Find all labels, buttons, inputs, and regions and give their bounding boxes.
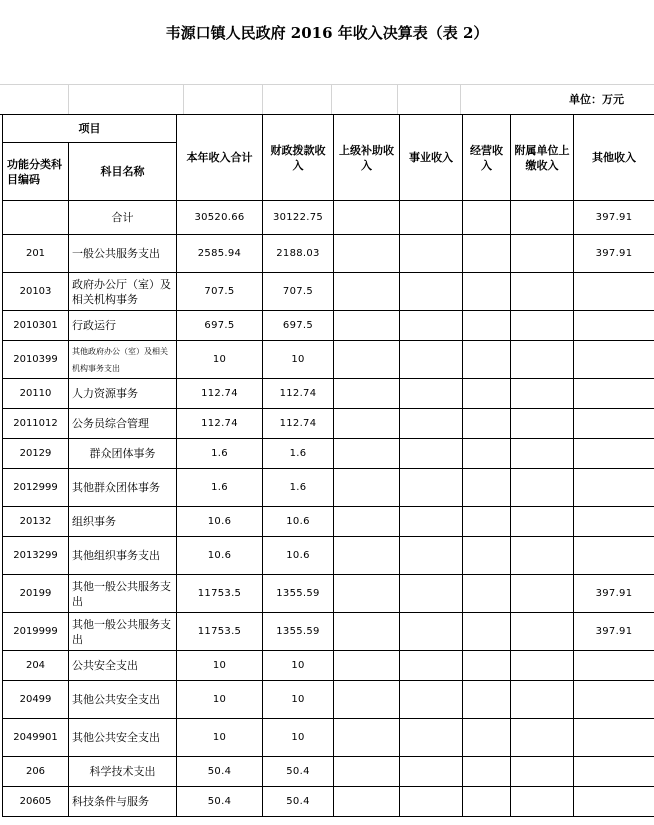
cell-total: 10 bbox=[177, 681, 263, 719]
cell-other bbox=[574, 651, 654, 681]
gridline bbox=[68, 84, 69, 114]
cell-affiliated bbox=[511, 379, 574, 409]
cell-business bbox=[400, 787, 463, 817]
cell-code: 20129 bbox=[3, 439, 69, 469]
cell-code bbox=[3, 201, 69, 235]
table-row bbox=[3, 379, 654, 409]
cell-operating bbox=[463, 201, 511, 235]
cell-total: 10 bbox=[177, 341, 263, 379]
cell-name: 其他公共安全支出 bbox=[69, 719, 177, 757]
cell-superior bbox=[334, 273, 400, 311]
cell-other bbox=[574, 311, 654, 341]
cell-superior bbox=[334, 379, 400, 409]
cell-business bbox=[400, 201, 463, 235]
cell-business bbox=[400, 757, 463, 787]
table-row bbox=[3, 235, 654, 273]
cell-other bbox=[574, 507, 654, 537]
cell-fiscal: 112.74 bbox=[263, 409, 334, 439]
cell-code: 2010399 bbox=[3, 341, 69, 379]
cell-fiscal: 10 bbox=[263, 341, 334, 379]
cell-name: 其他群众团体事务 bbox=[69, 469, 177, 507]
cell-operating bbox=[463, 787, 511, 817]
cell-superior bbox=[334, 575, 400, 613]
table-row bbox=[3, 575, 654, 613]
table-row bbox=[3, 613, 654, 651]
cell-other bbox=[574, 409, 654, 439]
table-row bbox=[3, 273, 654, 311]
cell-affiliated bbox=[511, 651, 574, 681]
cell-other: 397.91 bbox=[574, 201, 654, 235]
cell-other bbox=[574, 439, 654, 469]
cell-other bbox=[574, 537, 654, 575]
table-row bbox=[3, 439, 654, 469]
cell-fiscal: 30122.75 bbox=[263, 201, 334, 235]
cell-other bbox=[574, 681, 654, 719]
cell-other bbox=[574, 757, 654, 787]
header-col-other: 其他收入 bbox=[574, 115, 654, 201]
cell-name: 群众团体事务 bbox=[69, 439, 177, 469]
cell-superior bbox=[334, 613, 400, 651]
cell-name: 其他一般公共服务支出 bbox=[69, 613, 177, 651]
cell-code: 204 bbox=[3, 651, 69, 681]
table-row bbox=[3, 409, 654, 439]
cell-superior bbox=[334, 409, 400, 439]
table-row bbox=[3, 757, 654, 787]
cell-total: 10.6 bbox=[177, 537, 263, 575]
cell-affiliated bbox=[511, 235, 574, 273]
cell-total: 30520.66 bbox=[177, 201, 263, 235]
table-row bbox=[3, 537, 654, 575]
gridline bbox=[460, 84, 461, 114]
table-row bbox=[3, 469, 654, 507]
cell-superior bbox=[334, 439, 400, 469]
cell-name: 公务员综合管理 bbox=[69, 409, 177, 439]
header-col-fiscal: 财政拨款收入 bbox=[263, 115, 334, 201]
cell-other bbox=[574, 719, 654, 757]
cell-total: 697.5 bbox=[177, 311, 263, 341]
cell-affiliated bbox=[511, 613, 574, 651]
gridline bbox=[397, 84, 398, 114]
cell-total: 1.6 bbox=[177, 469, 263, 507]
cell-code: 201 bbox=[3, 235, 69, 273]
cell-code: 2019999 bbox=[3, 613, 69, 651]
cell-total: 10.6 bbox=[177, 507, 263, 537]
gridline bbox=[0, 84, 654, 85]
cell-superior bbox=[334, 651, 400, 681]
cell-fiscal: 10.6 bbox=[263, 507, 334, 537]
cell-code: 2013299 bbox=[3, 537, 69, 575]
table-row bbox=[3, 201, 654, 235]
cell-total: 11753.5 bbox=[177, 575, 263, 613]
cell-business bbox=[400, 469, 463, 507]
table-row bbox=[3, 311, 654, 341]
cell-fiscal: 112.74 bbox=[263, 379, 334, 409]
cell-total: 50.4 bbox=[177, 787, 263, 817]
cell-affiliated bbox=[511, 273, 574, 311]
table-row bbox=[3, 719, 654, 757]
cell-affiliated bbox=[511, 409, 574, 439]
cell-total: 707.5 bbox=[177, 273, 263, 311]
cell-operating bbox=[463, 273, 511, 311]
cell-code: 2049901 bbox=[3, 719, 69, 757]
cell-code: 20499 bbox=[3, 681, 69, 719]
cell-fiscal: 697.5 bbox=[263, 311, 334, 341]
cell-code: 2011012 bbox=[3, 409, 69, 439]
page-title: 韦源口镇人民政府 2016 年收入决算表（表 2） bbox=[165, 24, 489, 42]
table-row bbox=[3, 341, 654, 379]
cell-business bbox=[400, 409, 463, 439]
cell-fiscal: 10 bbox=[263, 681, 334, 719]
cell-operating bbox=[463, 379, 511, 409]
cell-superior bbox=[334, 757, 400, 787]
header-name: 科目名称 bbox=[69, 143, 177, 201]
cell-business bbox=[400, 235, 463, 273]
cell-name: 一般公共服务支出 bbox=[69, 235, 177, 273]
cell-affiliated bbox=[511, 681, 574, 719]
header-col-superior: 上级补助收入 bbox=[334, 115, 400, 201]
cell-name: 其他一般公共服务支出 bbox=[69, 575, 177, 613]
cell-operating bbox=[463, 537, 511, 575]
header-project: 项目 bbox=[3, 115, 177, 143]
cell-name: 人力资源事务 bbox=[69, 379, 177, 409]
header-col-total: 本年收入合计 bbox=[177, 115, 263, 201]
cell-affiliated bbox=[511, 757, 574, 787]
cell-other bbox=[574, 787, 654, 817]
cell-superior bbox=[334, 469, 400, 507]
cell-code: 20199 bbox=[3, 575, 69, 613]
cell-fiscal: 1.6 bbox=[263, 439, 334, 469]
cell-operating bbox=[463, 341, 511, 379]
cell-total: 11753.5 bbox=[177, 613, 263, 651]
cell-name: 其他公共安全支出 bbox=[69, 681, 177, 719]
cell-operating bbox=[463, 311, 511, 341]
cell-fiscal: 50.4 bbox=[263, 757, 334, 787]
table-row bbox=[3, 651, 654, 681]
cell-name: 其他组织事务支出 bbox=[69, 537, 177, 575]
header-col-business: 事业收入 bbox=[400, 115, 463, 201]
cell-affiliated bbox=[511, 507, 574, 537]
cell-code: 206 bbox=[3, 757, 69, 787]
cell-total: 2585.94 bbox=[177, 235, 263, 273]
cell-operating bbox=[463, 757, 511, 787]
table-header-row bbox=[3, 115, 654, 143]
cell-operating bbox=[463, 575, 511, 613]
cell-business bbox=[400, 311, 463, 341]
cell-total: 50.4 bbox=[177, 757, 263, 787]
cell-code: 20132 bbox=[3, 507, 69, 537]
cell-total: 10 bbox=[177, 719, 263, 757]
table-row bbox=[3, 507, 654, 537]
table-body bbox=[3, 115, 654, 817]
cell-operating bbox=[463, 681, 511, 719]
cell-fiscal: 1.6 bbox=[263, 469, 334, 507]
cell-other bbox=[574, 273, 654, 311]
cell-superior bbox=[334, 201, 400, 235]
header-col-affiliated: 附属单位上缴收入 bbox=[511, 115, 574, 201]
cell-affiliated bbox=[511, 537, 574, 575]
cell-affiliated bbox=[511, 469, 574, 507]
cell-name: 其他政府办公（室）及相关机构事务支出 bbox=[69, 341, 177, 379]
cell-operating bbox=[463, 439, 511, 469]
cell-business bbox=[400, 273, 463, 311]
gridline bbox=[262, 84, 263, 114]
cell-code: 2010301 bbox=[3, 311, 69, 341]
cell-name: 行政运行 bbox=[69, 311, 177, 341]
cell-business bbox=[400, 651, 463, 681]
cell-name: 科学技术支出 bbox=[69, 757, 177, 787]
cell-operating bbox=[463, 613, 511, 651]
cell-superior bbox=[334, 681, 400, 719]
cell-other bbox=[574, 469, 654, 507]
cell-other bbox=[574, 341, 654, 379]
cell-fiscal: 707.5 bbox=[263, 273, 334, 311]
table-row bbox=[3, 787, 654, 817]
cell-superior bbox=[334, 235, 400, 273]
cell-superior bbox=[334, 341, 400, 379]
gridline bbox=[183, 84, 184, 114]
unit-label: 单位：万元 bbox=[569, 93, 624, 106]
cell-name: 组织事务 bbox=[69, 507, 177, 537]
cell-fiscal: 1355.59 bbox=[263, 575, 334, 613]
cell-affiliated bbox=[511, 719, 574, 757]
cell-affiliated bbox=[511, 575, 574, 613]
revenue-table bbox=[2, 114, 654, 817]
cell-operating bbox=[463, 719, 511, 757]
cell-fiscal: 10.6 bbox=[263, 537, 334, 575]
cell-business bbox=[400, 613, 463, 651]
header-code: 功能分类科目编码 bbox=[3, 143, 69, 201]
cell-operating bbox=[463, 507, 511, 537]
cell-other bbox=[574, 379, 654, 409]
cell-business bbox=[400, 439, 463, 469]
cell-operating bbox=[463, 651, 511, 681]
cell-superior bbox=[334, 537, 400, 575]
cell-affiliated bbox=[511, 439, 574, 469]
cell-affiliated bbox=[511, 341, 574, 379]
cell-business bbox=[400, 341, 463, 379]
cell-code: 20110 bbox=[3, 379, 69, 409]
cell-affiliated bbox=[511, 311, 574, 341]
cell-name: 政府办公厅（室）及相关机构事务 bbox=[69, 273, 177, 311]
cell-name: 科技条件与服务 bbox=[69, 787, 177, 817]
header-col-operating: 经营收入 bbox=[463, 115, 511, 201]
cell-total: 1.6 bbox=[177, 439, 263, 469]
cell-business bbox=[400, 681, 463, 719]
cell-business bbox=[400, 719, 463, 757]
cell-fiscal: 10 bbox=[263, 719, 334, 757]
cell-superior bbox=[334, 719, 400, 757]
gridline bbox=[331, 84, 332, 114]
cell-total: 112.74 bbox=[177, 409, 263, 439]
cell-operating bbox=[463, 409, 511, 439]
cell-operating bbox=[463, 235, 511, 273]
cell-code: 20103 bbox=[3, 273, 69, 311]
cell-fiscal: 2188.03 bbox=[263, 235, 334, 273]
cell-business bbox=[400, 507, 463, 537]
cell-business bbox=[400, 575, 463, 613]
cell-other: 397.91 bbox=[574, 575, 654, 613]
cell-business bbox=[400, 537, 463, 575]
cell-fiscal: 10 bbox=[263, 651, 334, 681]
cell-other: 397.91 bbox=[574, 613, 654, 651]
cell-affiliated bbox=[511, 201, 574, 235]
cell-total: 112.74 bbox=[177, 379, 263, 409]
cell-business bbox=[400, 379, 463, 409]
cell-total: 10 bbox=[177, 651, 263, 681]
cell-superior bbox=[334, 507, 400, 537]
cell-name: 合计 bbox=[69, 201, 177, 235]
cell-fiscal: 50.4 bbox=[263, 787, 334, 817]
cell-superior bbox=[334, 787, 400, 817]
cell-operating bbox=[463, 469, 511, 507]
cell-code: 2012999 bbox=[3, 469, 69, 507]
cell-name: 公共安全支出 bbox=[69, 651, 177, 681]
cell-affiliated bbox=[511, 787, 574, 817]
cell-other: 397.91 bbox=[574, 235, 654, 273]
cell-code: 20605 bbox=[3, 787, 69, 817]
cell-superior bbox=[334, 311, 400, 341]
table-row bbox=[3, 681, 654, 719]
cell-fiscal: 1355.59 bbox=[263, 613, 334, 651]
